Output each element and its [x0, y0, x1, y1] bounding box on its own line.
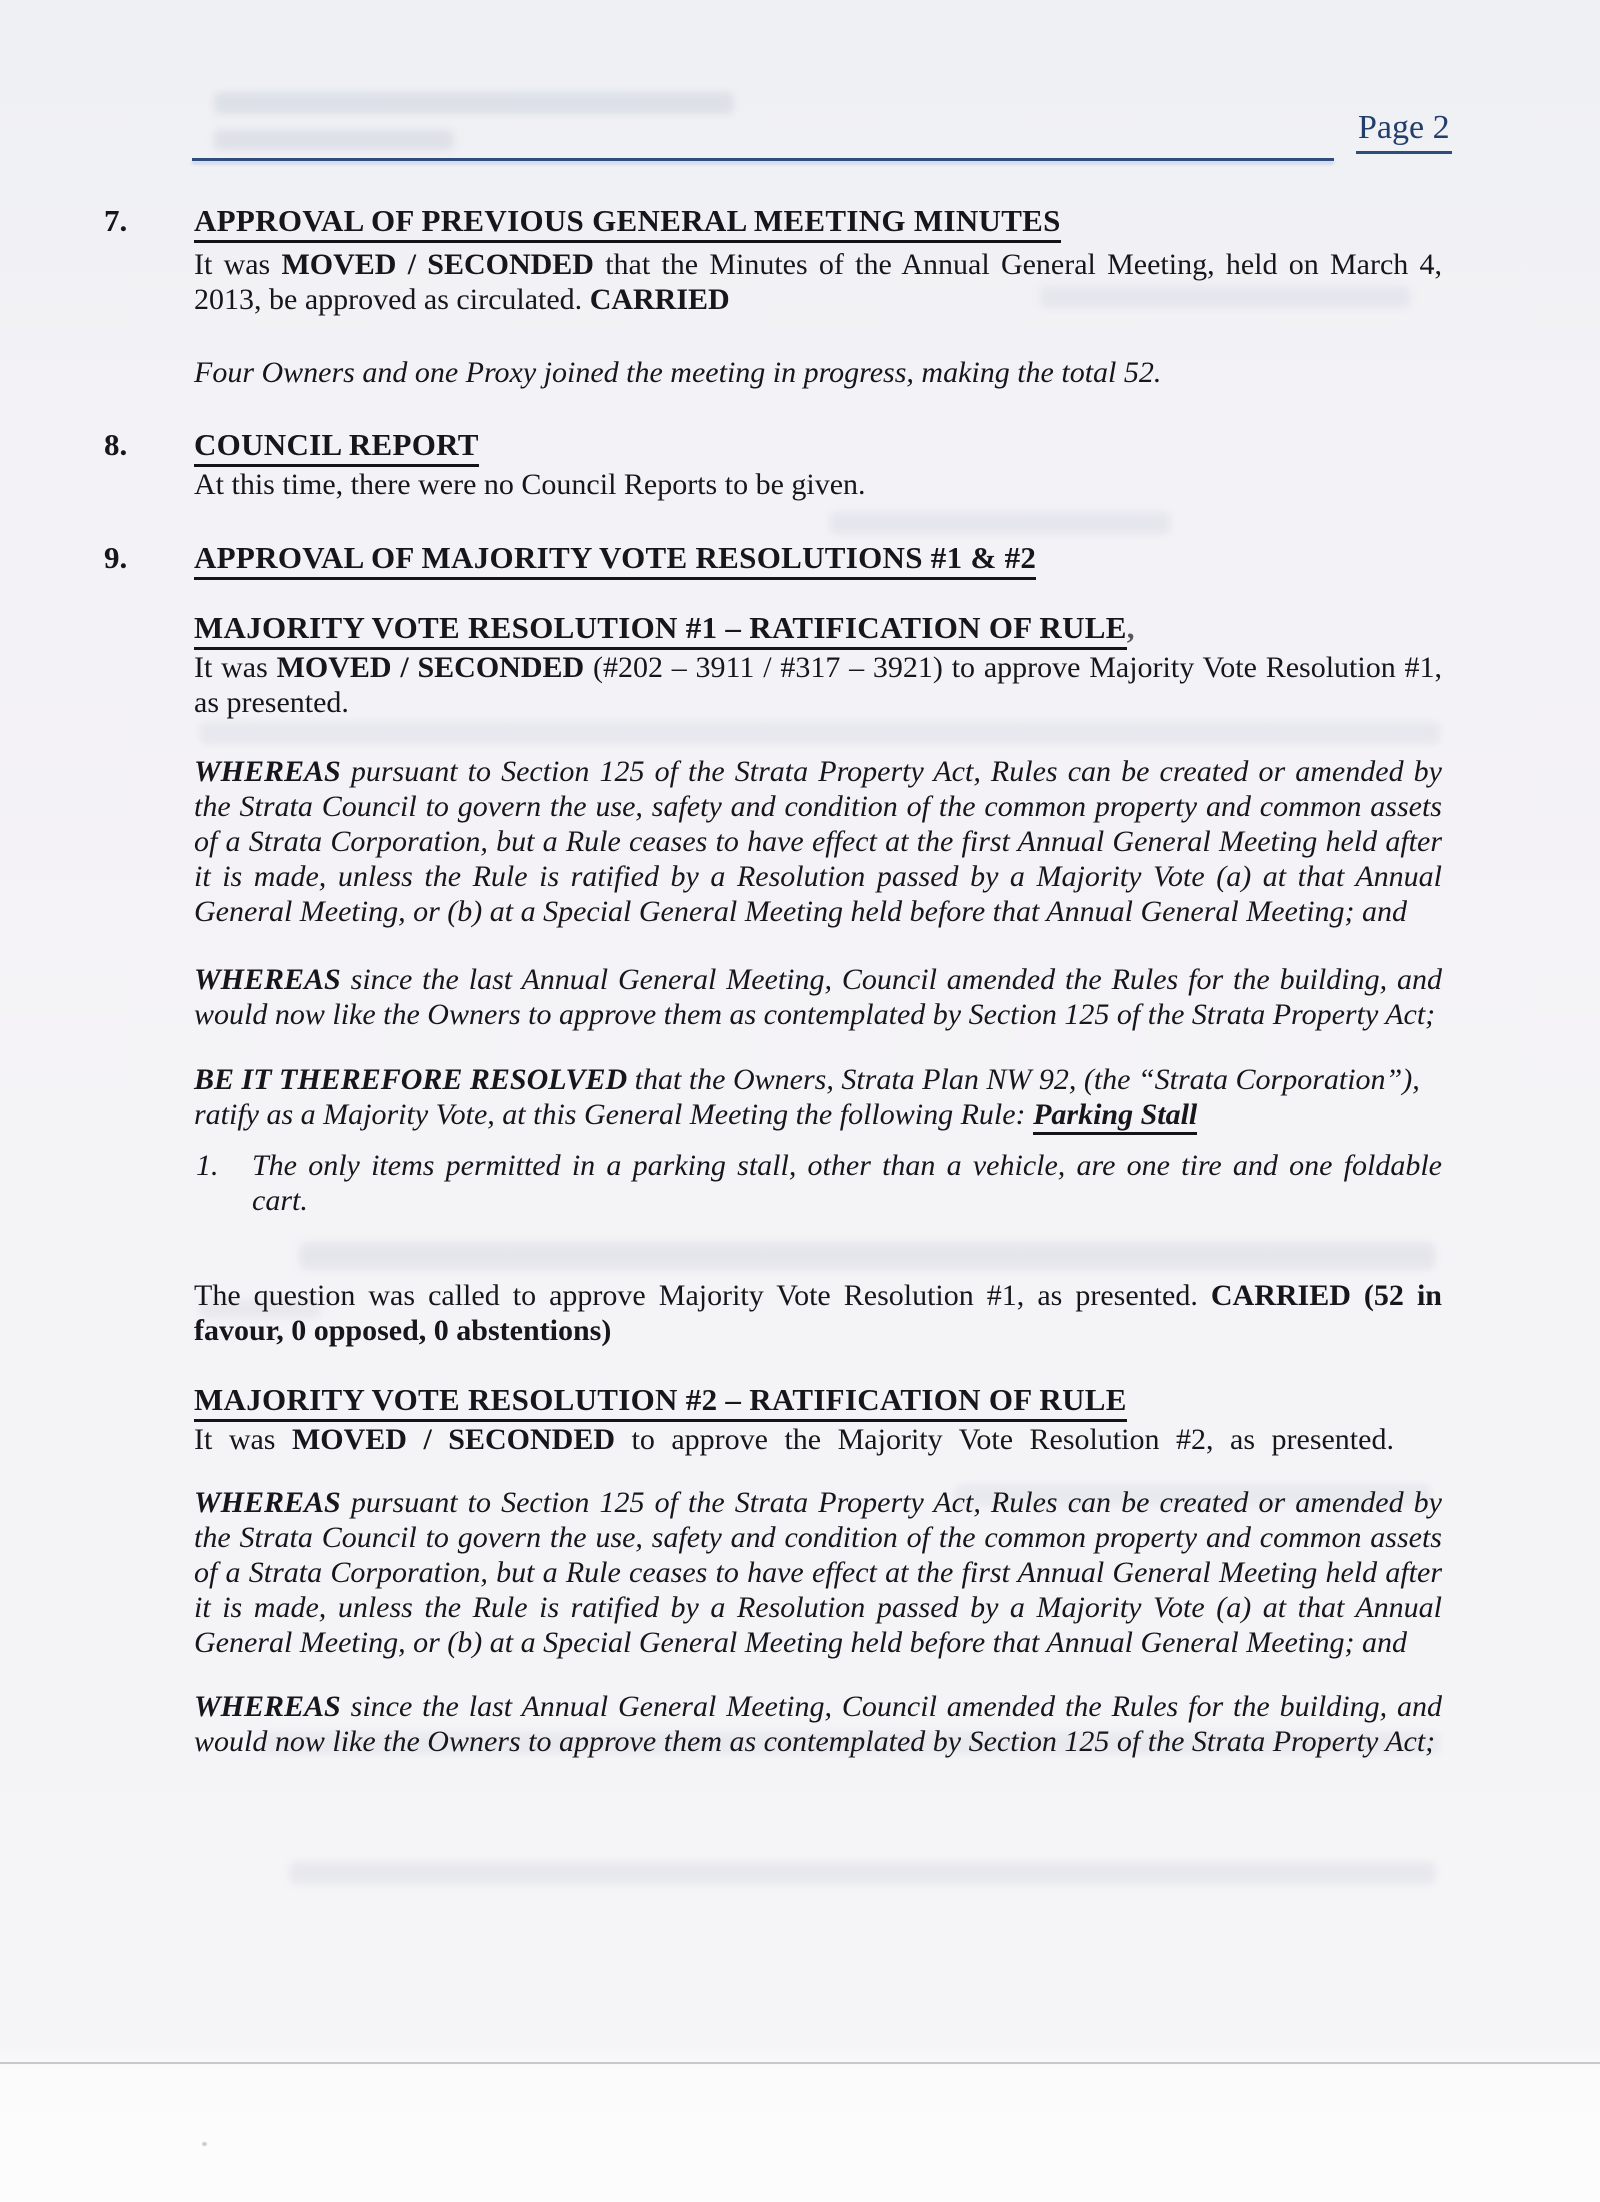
section-8-number: 8.	[104, 427, 128, 462]
resolution-2-whereas-2: WHEREAS since the last Annual General Meeting, Council amended the Rules for the building, and would now like the Owners to approve them as contemplated by Section 125 of the Strata Property Act;	[194, 1690, 1442, 1758]
section-9-number: 9.	[104, 540, 128, 575]
resolution-1-result: The question was called to approve Majority Vote Resolution #1, as presented. CARRIED (52 in favour, 0 opposed, 0 abstentions)	[194, 1279, 1442, 1347]
bleedthrough-smudge	[290, 1862, 1435, 1884]
rule-item-1: 1. The only items permitted in a parking stall, other than a vehicle, are one tire and one foldable cart.	[196, 1149, 1442, 1217]
resolution-1-motion: It was MOVED / SECONDED (#202 – 3911 / #317 – 3921) to approve Majority Vote Resolution #1, as presented.	[194, 651, 1442, 719]
resolution-1-resolved: BE IT THEREFORE RESOLVED that the Owners, Strata Plan NW 92, (the “Strata Corporation”), ratify as a Majority Vote, at this General Meeting the following Rule: Parking Stall	[194, 1062, 1442, 1132]
rule-item-1-number: 1.	[196, 1149, 219, 1182]
section-9-heading: APPROVAL OF MAJORITY VOTE RESOLUTIONS #1 & #2	[194, 538, 1442, 578]
page-number: Page 2	[1356, 108, 1452, 154]
resolution-2-whereas-1: WHEREAS pursuant to Section 125 of the Strata Property Act, Rules can be created or amended by the Strata Council to govern the use, safety and condition of the common property and common assets of a Strata Corporation, but a Rule ceases to have effect at the first Annual General Meeting held after it is made, unless the Rule is ratified by a Resolution passed by a Majority Vote (a) at that Annual General Meeting, or (b) at a Special General Meeting held before that Annual General Meeting; and	[194, 1486, 1442, 1659]
rule-title: Parking Stall	[1033, 1098, 1197, 1135]
attendance-note: Four Owners and one Proxy joined the meeting in progress, making the total 52.	[194, 356, 1162, 389]
section-7-number: 7.	[104, 203, 128, 238]
document-body	[104, 0, 1442, 1759]
section-8-paragraph: At this time, there were no Council Reports to be given.	[194, 468, 866, 501]
resolution-2-heading: MAJORITY VOTE RESOLUTION #2 – RATIFICATION OF RULE	[194, 1380, 1442, 1420]
scan-speck	[202, 2142, 207, 2146]
section-7-heading: APPROVAL OF PREVIOUS GENERAL MEETING MINUTES	[194, 201, 1442, 241]
resolution-2-motion: It was MOVED / SECONDED to approve the Majority Vote Resolution #2, as presented.	[194, 1423, 1394, 1456]
scan-edge-line	[0, 2062, 1600, 2064]
section-7-paragraph: It was MOVED / SECONDED that the Minutes of the Annual General Meeting, held on March 4, 2013, be approved as circulated. CARRIED	[194, 248, 1442, 316]
section-8	[104, 425, 1442, 502]
resolution-1-heading: MAJORITY VOTE RESOLUTION #1 – RATIFICATION OF RULE,	[194, 608, 1442, 648]
resolution-1-whereas-1: WHEREAS pursuant to Section 125 of the Strata Property Act, Rules can be created or amended by the Strata Council to govern the use, safety and condition of the common property and common assets of a Strata Corporation, but a Rule ceases to have effect at the first Annual General Meeting held after it is made, unless the Rule is ratified by a Resolution passed by a Majority Vote (a) at that Annual General Meeting, or (b) at a Special General Meeting held before that Annual General Meeting; and	[194, 755, 1442, 928]
resolution-1-whereas-2: WHEREAS since the last Annual General Meeting, Council amended the Rules for the building, and would now like the Owners to approve them as contemplated by Section 125 of the Strata Property Act;	[194, 963, 1442, 1031]
section-8-heading: COUNCIL REPORT	[194, 425, 1442, 465]
section-7	[104, 201, 1442, 390]
section-9	[104, 538, 1442, 1759]
